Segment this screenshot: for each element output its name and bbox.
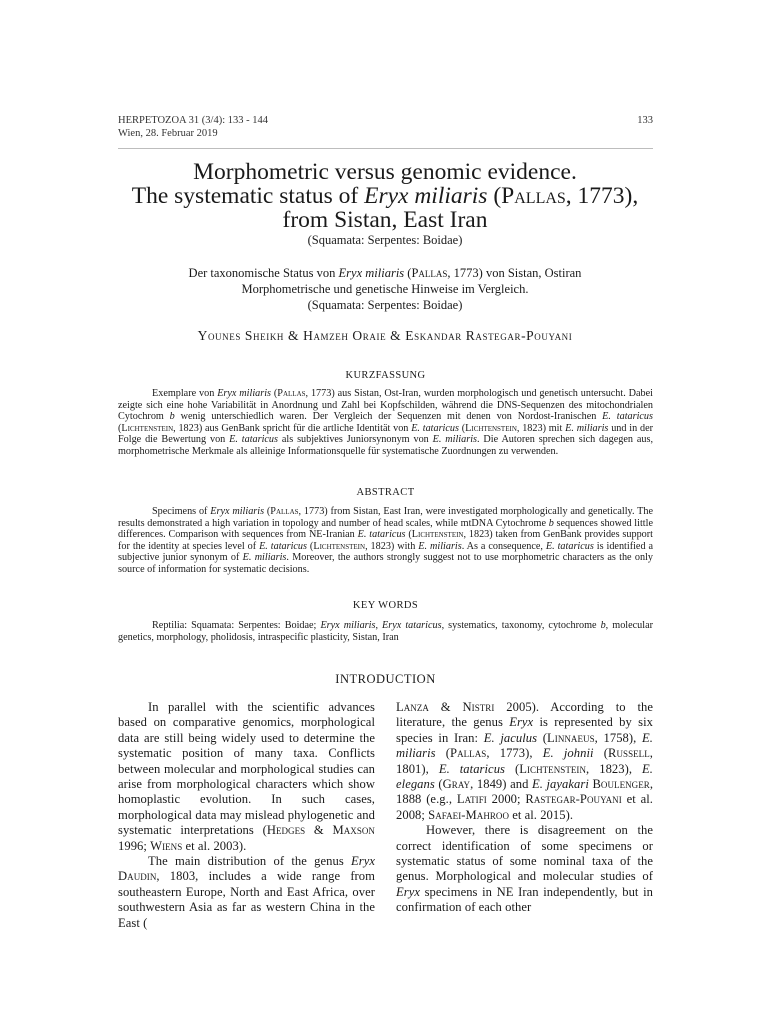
author-1: Younes Sheikh [197, 328, 285, 343]
page-number: 133 [637, 115, 653, 126]
title-line-2: The systematic status of Eryx miliaris (Pallas, 1773), [131, 183, 639, 209]
german-title-line-2: Morphometrische und genetische Hinweise im Vergleich. [241, 282, 529, 296]
german-title [110, 265, 660, 313]
journal-header [118, 114, 653, 140]
author-list: Younes Sheikh & Hamzeh Oraie & Eskandar Rastegar-Pouyani [197, 328, 573, 343]
german-title-line-1: Der taxonomische Status von Eryx miliaris (Pallas, 1773) von Sistan, Ostiran [188, 266, 582, 280]
intro-paragraph-3: However, there is disagreement on the correct identification of some specimens or systematic status of some nominal taxa of the genus. Morphological and molecular studies of Eryx specimens in NE Iran independently, but in confirmation of each other [396, 823, 653, 915]
journal-citation: HERPETOZOA 31 (3/4): 133 - 144 [118, 115, 269, 126]
abstract-text: Specimens of Eryx miliaris (Pallas, 1773) from Sistan, East Iran, were investigated morphologically and genetically. The results demonstrated a high variation in topology and number of head scales, while mtDNA Cytochrome b sequences showed little differences. Comparison with sequences from NE-Iranian E. tataricus (Lichtenstein, 1823) taken from GenBank provides support for the identity at species level of E. tataricus (Lichtenstein, 1823) with E. miliaris. As a consequence, E. tataricus is identified a subjective junior synonym of E. miliaris. Moreover, the authors strongly suggest not to use morphometric characters as the only source of information for systematic decisions. [118, 506, 654, 575]
title-line-3: from Sistan, East Iran [282, 207, 488, 233]
keywords-text: Reptilia: Squamata: Serpentes: Boidae; Eryx miliaris, Eryx tataricus, systematics, taxonomy, cytochrome b, molecular genetics, morphology, pholidosis, intraspecific plasticity, Sistan, Iran [118, 620, 654, 643]
kurzfassung-heading: KURZFASSUNG [345, 370, 426, 381]
header-divider [118, 148, 653, 149]
introduction-heading: INTRODUCTION [335, 672, 436, 686]
title-taxonomy: (Squamata: Serpentes: Boidae) [307, 233, 463, 247]
german-title-line-3: (Squamata: Serpentes: Boidae) [307, 298, 463, 312]
title-author: Pallas [501, 183, 566, 209]
author-3: Eskandar Rastegar-Pouyani [405, 328, 573, 343]
intro-paragraph-2-cont: Lanza & Nistri 2005). According to the literature, the genus Eryx is represented by six species in Iran: E. jaculus (Linnaeus, 1758), E. miliaris (Pallas, 1773), E. johnii (Russell, 1801), E. tataricus (Lichtenstein, 1823), E. elegans (Gray, 1849) and E. jayakari Boulenger, 1888 (e.g., Latifi 2000; Rastegar-Pouyani et al. 2008; Safaei-Mahroo et al. 2015). [396, 700, 654, 822]
kurzfassung-text: Exemplare von Eryx miliaris (Pallas, 1773) aus Sistan, Ost-Iran, wurden morphologisch und genetisch untersucht. Dabei zeigte sich eine hohe Variabilität in Anordnung und Zahl bei Kopfschilden, während die DNS-Sequenzen des mitochondrialen Cytochrom b wenig unterschiedlich waren. Der Vergleich der Sequenzen mit denen von Nordost-Iranischen E. tataricus (Lichtenstein, 1823) aus GenBank spricht für die artliche Identität von E. tataricus (Lichtenstein, 1823) mit E. miliaris und in der Folge die Bewertung von E. tataricus als subjektives Juniorsynonym von E. miliaris. Die Autoren sprechen sich dagegen aus, morphometrische Merkmale als alleinige Informationsquelle für systematische Zuordnungen zu verwenden. [118, 388, 653, 457]
title-line-1: Morphometric versus genomic evidence. [193, 159, 577, 185]
intro-paragraph-2-start: The main distribution of the genus Eryx Daudin, 1803, includes a wide range from southeastern Europe, North and East Africa, over southwestern Asia as far as western China in the East ( [118, 854, 375, 930]
intro-paragraph-1: In parallel with the scientific advances based on comparative genomics, morphological data are still being widely used to determine the systematic position of many taxa. Conflicts between molecular and morphological studies can arise from morphological characters which show homoplastic evolution. In such cases, morphological data may mislead phylogenetic and systematic interpretations (Hedges & Maxson 1996; Wiens et al. 2003). [118, 700, 375, 853]
abstract-heading: ABSTRACT [356, 487, 415, 498]
author-2: Hamzeh Oraie [303, 328, 387, 343]
article-title [90, 160, 680, 232]
intro-column-left [118, 700, 375, 931]
intro-column-right [396, 700, 653, 916]
title-species: Eryx miliaris [364, 183, 488, 209]
keywords-heading: KEY WORDS [352, 600, 419, 611]
journal-date: Wien, 28. Februar 2019 [118, 128, 218, 139]
